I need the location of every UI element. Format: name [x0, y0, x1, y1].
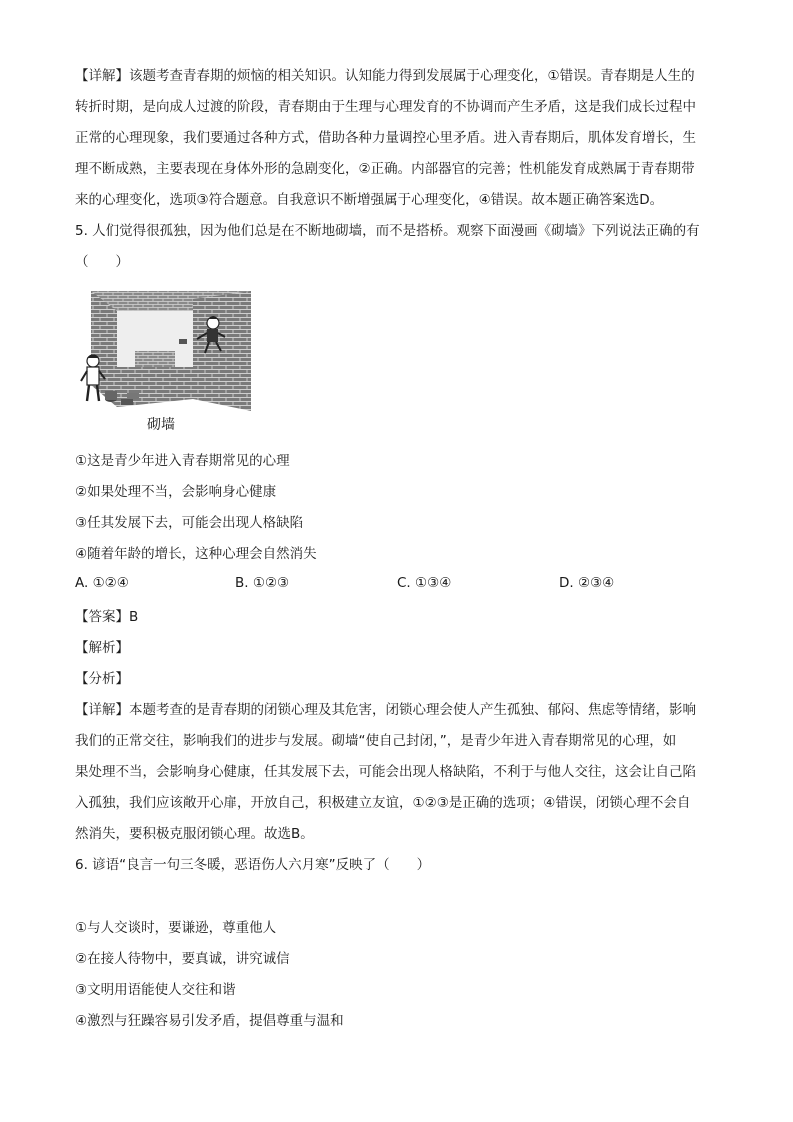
text-line: 果处理不当，会影响身心健康，任其发展下去，可能会出现人格缺陷，不利于与他人交往，这会让自己陷	[75, 764, 696, 780]
choice-statement: ①这是青少年进入青春期常见的心理	[75, 453, 290, 469]
choice-statement: ②如果处理不当，会影响身心健康	[75, 484, 277, 500]
text-line: 【详解】该题考查青春期的烦恼的相关知识。认知能力得到发展属于心理变化，①错误。青春期是人生的	[75, 68, 695, 84]
choice-statement: ④随着年龄的增长，这种心理会自然消失	[75, 546, 317, 562]
text-line: 【详解】本题考查的是青春期的闭锁心理及其危害，闭锁心理会使人产生孤独、郁闷、焦虑等情绪，影响	[75, 702, 696, 718]
question-5-stem: 5. 人们觉得很孤独，因为他们总是在不断地砌墙，而不是搭桥。观察下面漫画《砌墙》下列说法正确的有	[75, 223, 700, 239]
cartoon-caption: 砌墙	[147, 417, 175, 433]
answer-label: 【答案】B	[75, 609, 139, 625]
option-a: A. ①②④	[75, 575, 129, 591]
choice-statement: ③任其发展下去，可能会出现人格缺陷	[75, 515, 304, 531]
question-5-blank: （ ）	[75, 254, 129, 270]
text-line: 转折时期，是向成人过渡的阶段，青春期由于生理与心理发育的不协调而产生矛盾，这是我们成长过程中	[75, 99, 696, 115]
text-line: 我们的正常交往，影响我们的进步与发展。砌墙“使自己封闭，”，是青少年进入青春期常见的心理，如	[75, 733, 677, 749]
text-line: 入孤独，我们应该敞开心扉，开放自己，积极建立友谊，①②③是正确的选项；④错误，闭锁心理不会自	[75, 795, 691, 811]
option-c: C. ①③④	[397, 575, 452, 591]
choice-statement: ①与人交谈时，要谦逊，尊重他人	[75, 920, 277, 936]
choice-statement: ④激烈与狂躁容易引发矛盾，提倡尊重与温和	[75, 1013, 344, 1029]
question-6-stem: 6. 谚语“良言一句三冬暖，恶语伤人六月寒”反映了（ ）	[75, 857, 431, 873]
analysis-label: 【解析】	[75, 640, 129, 656]
text-line: 然消失，要积极克服闭锁心理。故选B。	[75, 826, 314, 842]
text-line: 正常的心理现象，我们要通过各种方式，借助各种力量调控心里矛盾。进入青春期后，肌体发育增长，生	[75, 130, 696, 146]
option-b: B. ①②③	[235, 575, 290, 591]
option-d: D. ②③④	[559, 575, 615, 591]
answer-options	[75, 575, 715, 597]
text-line: 来的心理变化，选项③符合题意。自我意识不断增强属于心理变化，④错误。故本题正确答案选D。	[75, 192, 664, 208]
text-line: 理不断成熟，主要表现在身体外形的急剧变化，②正确。内部器官的完善；性机能发育成熟属于青春期带	[75, 161, 695, 177]
brick-wall-cartoon-image	[75, 289, 251, 435]
fenxi-label: 【分析】	[75, 671, 129, 687]
choice-statement: ③文明用语能使人交往和谐	[75, 982, 236, 998]
choice-statement: ②在接人待物中，要真诚，讲究诚信	[75, 951, 290, 967]
